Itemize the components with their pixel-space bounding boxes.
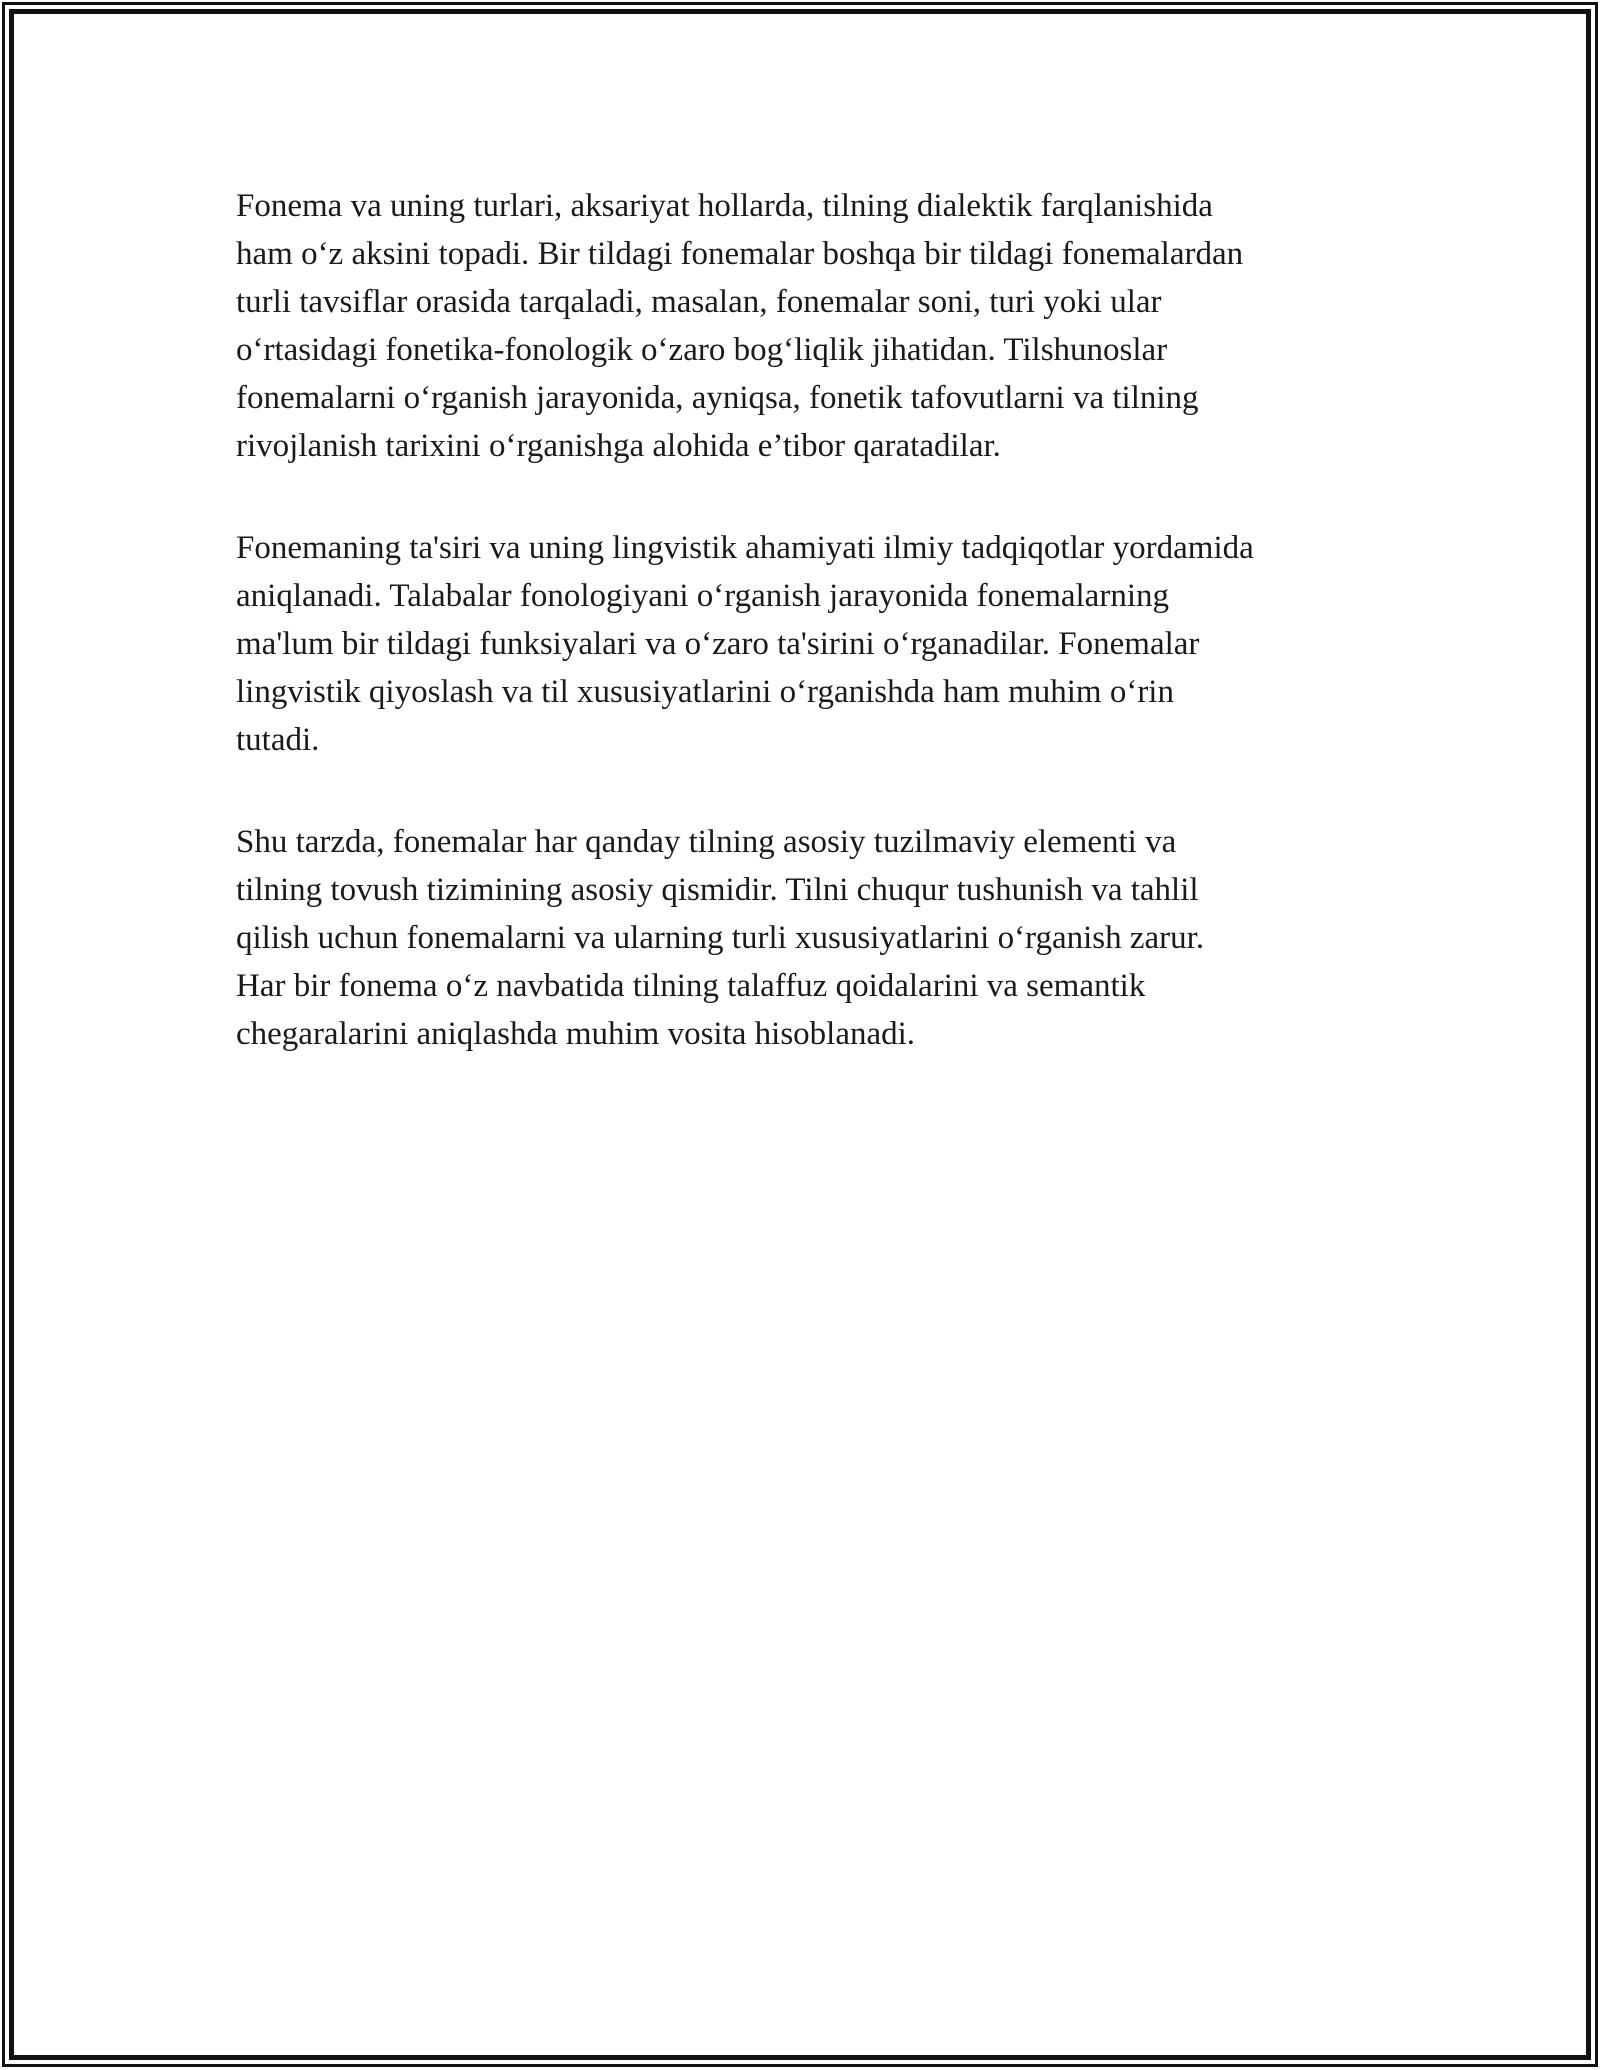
text-line: Shu tarzda, fonemalar har qanday tilning asosiy tuzilmaviy elementi va: [236, 824, 1177, 860]
text-line: ham o‘z aksini topadi. Bir tildagi fonemalar boshqa bir tildagi fonemalardan: [236, 236, 1244, 272]
paragraph-1: [236, 182, 1476, 470]
text-line: chegaralarini aniqlashda muhim vosita hisoblanadi.: [236, 1016, 916, 1052]
paragraph-3: [236, 818, 1476, 1058]
text-line: aniqlanadi. Talabalar fonologiyani o‘rganish jarayonida fonemalarning: [236, 578, 1169, 614]
text-line: Har bir fonema o‘z navbatida tilning talaffuz qoidalarini va semantik: [236, 968, 1146, 1004]
text-line: qilish uchun fonemalarni va ularning turli xususiyatlarini o‘rganish zarur.: [236, 920, 1205, 956]
text-line: o‘rtasidagi fonetika-fonologik o‘zaro bog‘liqlik jihatidan. Tilshunoslar: [236, 332, 1168, 368]
text-line: turli tavsiflar orasida tarqaladi, masalan, fonemalar soni, turi yoki ular: [236, 284, 1162, 320]
page-text-content: [236, 182, 1476, 1058]
text-line: fonemalarni o‘rganish jarayonida, ayniqsa, fonetik tafovutlarni va tilning: [236, 380, 1199, 416]
text-line: Fonema va uning turlari, aksariyat hollarda, tilning dialektik farqlanishida: [236, 188, 1213, 224]
text-line: tutadi.: [236, 722, 320, 758]
text-line: ma'lum bir tildagi funksiyalari va o‘zaro ta'sirini o‘rganadilar. Fonemalar: [236, 626, 1200, 662]
text-line: rivojlanish tarixini o‘rganishga alohida e’tibor qaratadilar.: [236, 428, 1001, 464]
text-line: Fonemaning ta'siri va uning lingvistik ahamiyati ilmiy tadqiqotlar yordamida: [236, 530, 1254, 566]
text-line: tilning tovush tizimining asosiy qismidir. Tilni chuqur tushunish va tahlil: [236, 872, 1199, 908]
text-line: lingvistik qiyoslash va til xususiyatlarini o‘rganishda ham muhim o‘rin: [236, 674, 1174, 710]
paragraph-2: [236, 524, 1476, 764]
